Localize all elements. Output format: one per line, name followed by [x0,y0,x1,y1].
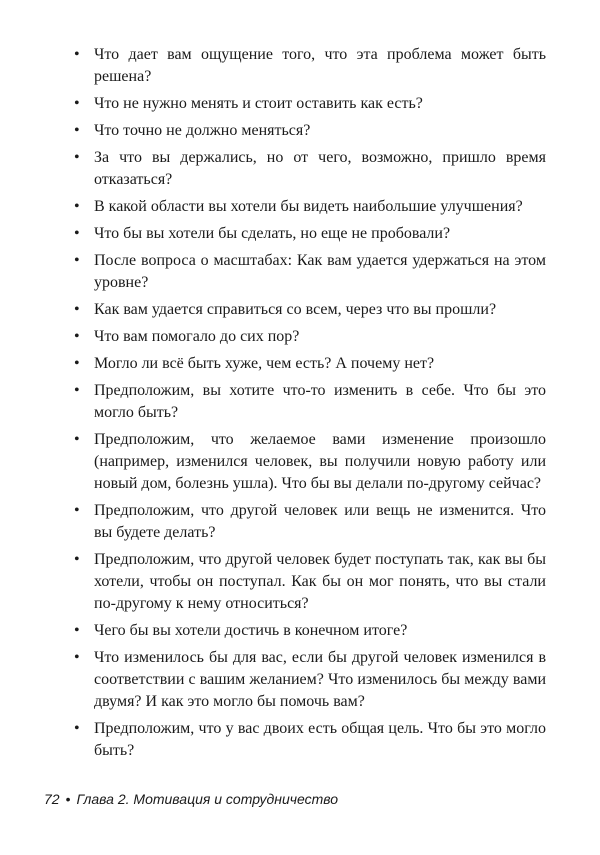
bullet: • [74,502,80,519]
page-number: 72 [44,791,60,807]
question-list [74,44,546,767]
list-item [74,353,546,375]
list-item [74,196,546,218]
question-text: Чего бы вы хотели достичь в конечном итоге? [94,622,408,639]
question-text: Предположим, что желаемое вами изменение произошло (например, изменился человек, вы получили новую работу или новый дом, болезнь ушла). Что бы вы делали по-другому сейчас? [94,431,546,492]
list-item [74,120,546,142]
question-text: Что бы вы хотели бы сделать, но еще не пробовали? [94,225,451,242]
bullet: • [74,328,80,345]
list-item [74,299,546,321]
bullet: • [74,149,80,166]
question-text: Что изменилось бы для вас, если бы другой человек изменился в соответствии с вашим желанием? Что изменилось бы между вами двумя? И как это могло бы помочь вам? [94,649,546,710]
bullet: • [74,382,80,399]
bullet: • [74,122,80,139]
question-text: Что дает вам ощущение того, что эта проблема может быть решена? [94,46,546,85]
question-text: После вопроса о масштабах: Как вам удается удержаться на этом уровне? [94,252,546,291]
bullet: • [74,551,80,568]
list-item [74,250,546,294]
list-item [74,549,546,615]
bullet: • [74,198,80,215]
bullet: • [74,225,80,242]
question-text: За что вы держались, но от чего, возможно, пришло время отказаться? [94,149,546,188]
bullet: • [74,622,80,639]
list-item [74,147,546,191]
bullet: • [74,301,80,318]
question-text: В какой области вы хотели бы видеть наибольшие улучшения? [94,198,523,215]
bullet: • [74,355,80,372]
chapter-title: Глава 2. Мотивация и сотрудничество [76,791,339,807]
list-item [74,429,546,495]
list-item [74,380,546,424]
question-text: Могло ли всё быть хуже, чем есть? А почему нет? [94,355,435,372]
question-text: Что точно не должно меняться? [94,122,311,139]
list-item [74,647,546,713]
list-item [74,44,546,88]
question-text: Предположим, что другой человек или вещь не изменится. Что вы будете делать? [94,502,546,541]
list-item [74,620,546,642]
bullet: • [74,431,80,448]
list-item [74,93,546,115]
list-item [74,223,546,245]
question-text: Предположим, что другой человек будет поступать так, как вы бы хотели, чтобы он поступал. Как бы он мог понять, что вы стали по-другому к нему относиться? [94,551,546,612]
question-text: Предположим, вы хотите что-то изменить в себе. Что бы это могло быть? [94,382,546,421]
bullet: • [74,95,80,112]
bullet: • [74,649,80,666]
footer-separator: • [65,791,71,807]
bullet: • [74,46,80,63]
bullet: • [74,720,80,737]
bullet: • [74,252,80,269]
list-item [74,718,546,762]
question-text: Как вам удается справиться со всем, через что вы прошли? [94,301,497,318]
question-text: Что не нужно менять и стоит оставить как есть? [94,95,423,112]
list-item [74,326,546,348]
question-text: Предположим, что у вас двоих есть общая цель. Что бы это могло быть? [94,720,546,759]
list-item [74,500,546,544]
page-footer [44,790,338,808]
question-text: Что вам помогало до сих пор? [94,328,300,345]
